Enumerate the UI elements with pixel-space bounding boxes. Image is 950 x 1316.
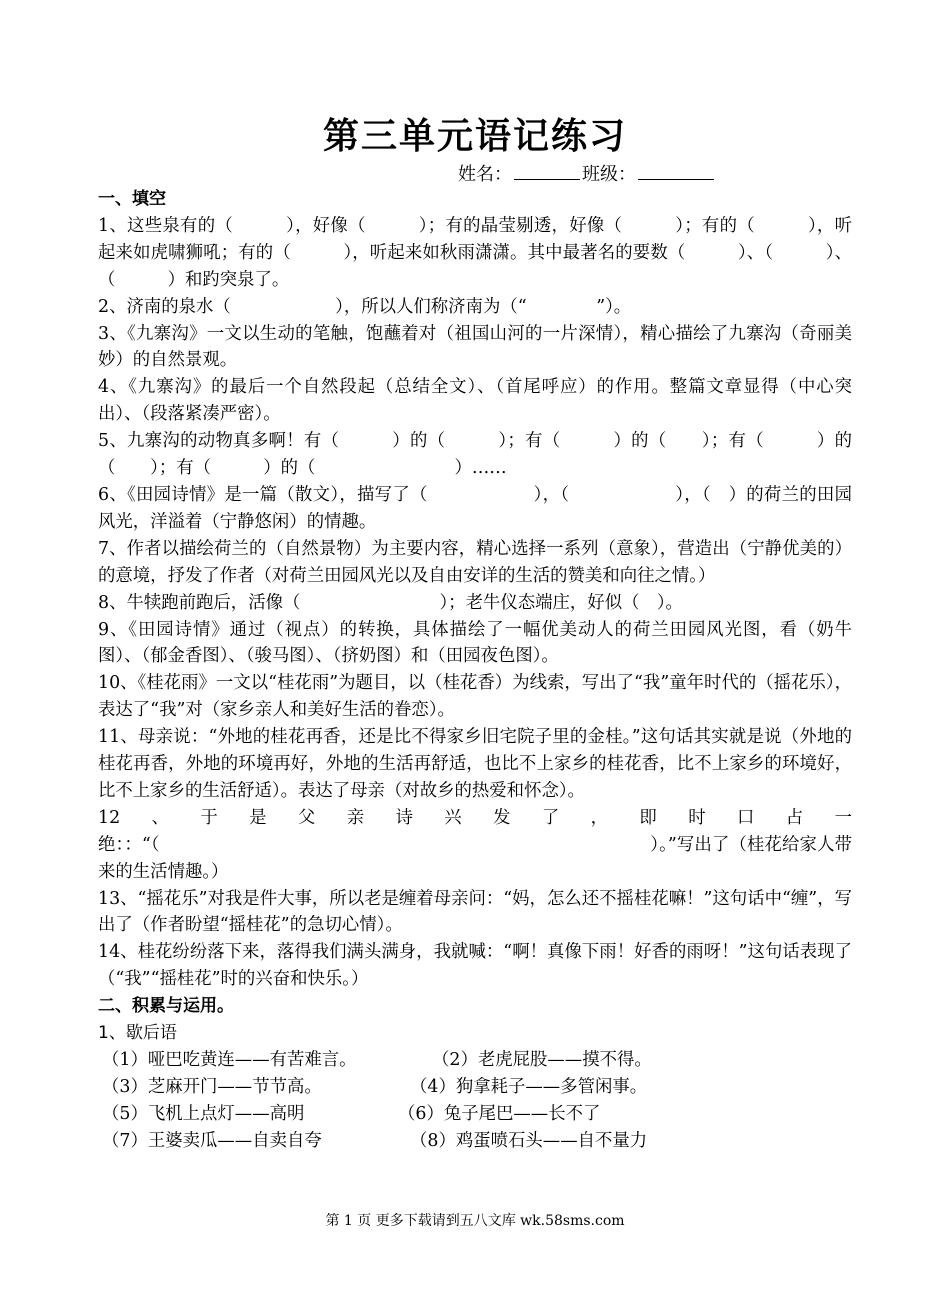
name-label: 姓名： <box>458 164 512 185</box>
question-item: 2、济南的泉水（ ），所以人们称济南为（“ ”）。 <box>98 296 632 317</box>
proverb-item: （8）鸡蛋喷石头——自不量力 <box>410 1130 648 1151</box>
page-title: 第三单元语记练习 <box>322 116 627 157</box>
proverb-item: （2）老虎屁股——摸不得。 <box>432 1050 652 1070</box>
section-heading-accumulation: 二、积累与运用。 <box>98 996 234 1017</box>
proverb-row <box>98 1074 852 1101</box>
question-item: 1、这些泉有的（ ），好像（ ）；有的晶莹剔透，好像（ ）；有的（ ），听起来如虎啸狮吼；有的（ ），听起来如秋雨潇潇。其中最著名的要数（ ）、（ ）、（ ）和趵突泉了。 <box>98 215 852 290</box>
question-item: 6、《田园诗情》是一篇（散文），描写了（ ），（ ），（ ）的荷兰的田园风光，洋溢着（宁静悠闲）的情趣。 <box>98 484 852 532</box>
proverb-row <box>98 1047 852 1074</box>
class-blank[interactable] <box>638 163 714 180</box>
question-item: 3、《九寨沟》一文以生动的笔触，饱蘸着对（祖国山河的一片深情），精心描绘了九寨沟（奇丽美妙）的自然景观。 <box>98 323 852 371</box>
question-item: 13、“摇花乐”对我是件大事，所以老是缠着母亲问：“妈，怎么还不摇桂花嘛！”这句话中“缠”，写出了（作者盼望“摇桂花”的急切心情）。 <box>98 888 852 936</box>
proverb-item: （4）狗拿耗子——多管闲事。 <box>410 1076 648 1097</box>
question-item: 8、牛犊跑前跑后，活像（ ）；老牛仪态端庄，好似（ ）。 <box>98 592 683 613</box>
proverb-item: （3）芝麻开门——节节高。 <box>102 1076 322 1097</box>
proverb-subheading: 1、歇后语 <box>98 1023 177 1044</box>
student-info-line <box>458 160 716 186</box>
proverb-row <box>98 1101 852 1128</box>
proverb-item: （5）飞机上点灯——高明 <box>102 1103 305 1124</box>
proverb-row <box>98 1128 852 1155</box>
section-heading-fill-in: 一、填空 <box>98 189 166 209</box>
class-label: 班级： <box>582 164 636 185</box>
question-item: 9、《田园诗情》通过（视点）的转换，具体描绘了一幅优美动人的荷兰田园风光图，看（奶牛图）、（郁金香图）、（骏马图）、（挤奶图）和（田园夜色图）。 <box>98 619 852 667</box>
question-item: 11、母亲说：“外地的桂花再香，还是比不得家乡旧宅院子里的金桂。”这句话其实就是说（外地的桂花再香，外地的环境再好，外地的生活再舒适，也比不上家乡的桂花香，比不上家乡的环境好，比不上家乡的生活舒适）。表达了母亲（对故乡的热爱和怀念）。 <box>98 727 852 801</box>
question-item: 12、于是父亲诗兴发了，即时口占一绝：：“（ ）。”写出了（桂花给家人带来的生活情趣。） <box>98 807 852 882</box>
name-blank[interactable] <box>514 163 580 180</box>
question-item: 4、《九寨沟》的最后一个自然段起（总结全文）、（首尾呼应）的作用。整篇文章显得（中心突出）、（段落紧凑严密）。 <box>98 377 852 425</box>
proverb-item: （7）王婆卖瓜——自卖自夸 <box>102 1130 322 1151</box>
question-item: 7、作者以描绘荷兰的（自然景物）为主要内容，精心选择一系列（意象），营造出（宁静优美的）的意境，抒发了作者（对荷兰田园风光以及自由安详的生活的赞美和向往之情。） <box>98 538 852 586</box>
proverb-item: （1）哑巴吃黄连——有苦难言。 <box>102 1050 357 1070</box>
question-item: 14、桂花纷纷落下来，落得我们满头满身，我就喊：“啊！真像下雨！好香的雨呀！”这句话表现了（“我”“摇桂花”时的兴奋和快乐。） <box>98 942 852 990</box>
page-footer: 第 1 页 更多下载请到五八文库 wk.58sms.com <box>325 1213 625 1229</box>
question-item: 5、九寨沟的动物真多啊！有（ ）的（ ）；有（ ）的（ ）；有（ ）的（ ）；有（ ）的（ ）…… <box>98 431 852 479</box>
proverb-item: （6）兔子尾巴——长不了 <box>398 1103 601 1124</box>
question-item: 10、《桂花雨》一文以“桂花雨”为题目，以（桂花香）为线索，写出了“我”童年时代的（摇花乐），表达了“我”对（家乡亲人和美好生活的眷恋）。 <box>98 673 852 721</box>
worksheet-content <box>98 186 852 1155</box>
